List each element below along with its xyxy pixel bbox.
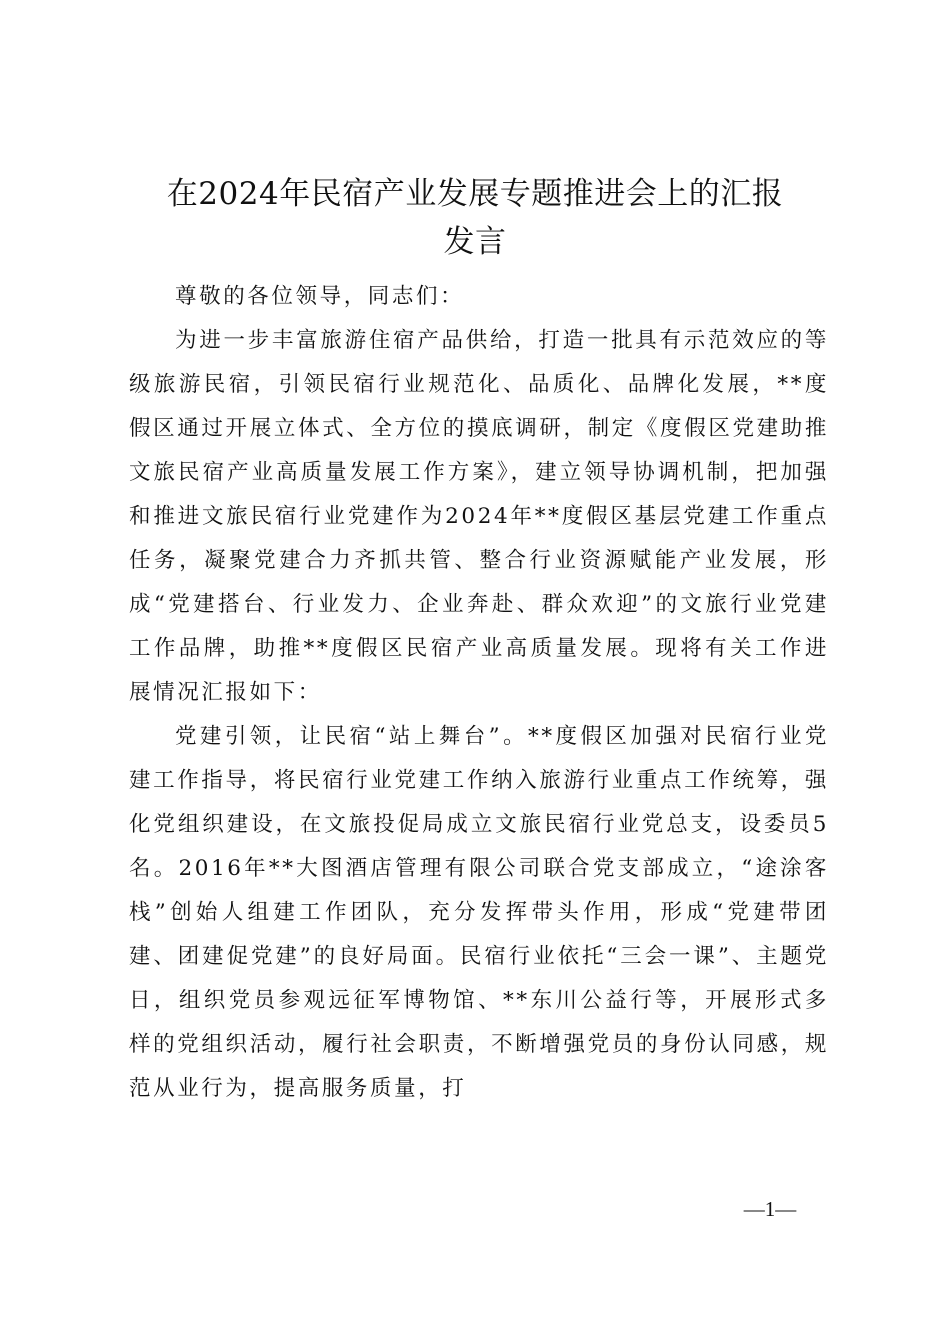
- page-number: —1—: [743, 1197, 797, 1221]
- salutation: 尊敬的各位领导，同志们：: [175, 284, 465, 309]
- title-line-1: 在2024年民宿产业发展专题推进会上的汇报: [166, 176, 784, 212]
- paragraph-intro: 为进一步丰富旅游住宿产品供给，打造一批具有示范效应的等级旅游民宿，引领民宿行业规范化、品质化、品牌化发展，**度假区通过开展立体式、全方位的摸底调研，制定《度假区党建助推文旅民宿产业高质量发展工作方案》，建立领导协调机制，把加强和推进文旅民宿行业党建作为2024年**度假区基层党建工作重点任务，凝聚党建合力齐抓共管、整合行业资源赋能产业发展，形成“党建搭台、行业发力、企业奔赴、群众欢迎”的文旅行业党建工作品牌，助推**度假区民宿产业高质量发展。现将有关工作进展情况汇报如下：: [129, 328, 829, 705]
- title-line-2: 发言: [443, 224, 507, 260]
- document-body: [129, 275, 829, 1111]
- document-title: [120, 170, 830, 266]
- paragraph-party-leadership: 党建引领，让民宿“站上舞台”。**度假区加强对民宿行业党建工作指导，将民宿行业党建工作纳入旅游行业重点工作统筹，强化党组织建设，在文旅投促局成立文旅民宿行业党总支，设委员5名。2016年**大图酒店管理有限公司联合党支部成立，“途涂客栈”创始人组建工作团队，充分发挥带头作用，形成“党建带团建、团建促党建”的良好局面。民宿行业依托“三会一课”、主题党日，组织党员参观远征军博物馆、**东川公益行等，开展形式多样的党组织活动，履行社会职责，不断增强党员的身份认同感，规范从业行为，提高服务质量，打: [129, 724, 829, 1101]
